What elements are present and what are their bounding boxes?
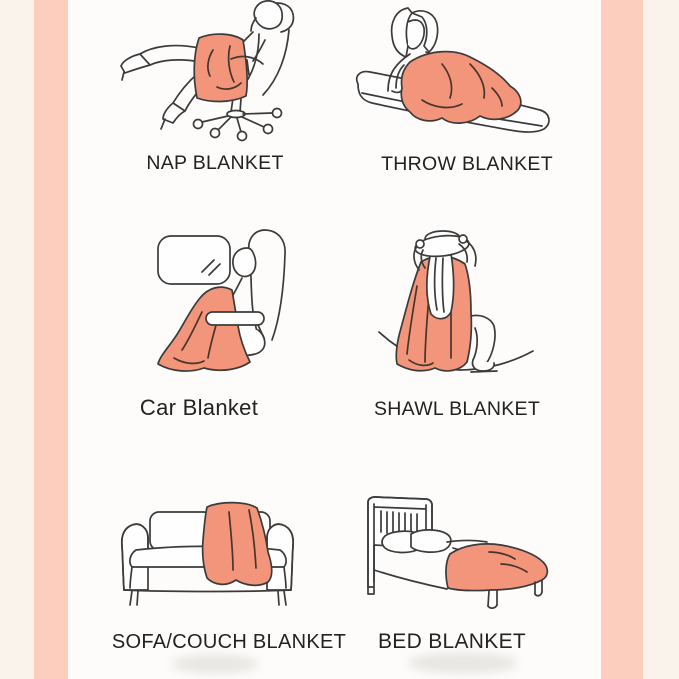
right-outer-border	[643, 0, 679, 679]
label-nap-blanket: NAP BLANKET	[146, 152, 284, 174]
car-blanket-illustration	[146, 226, 296, 378]
sofa-blanket-illustration	[110, 500, 305, 610]
blanket-shape	[194, 34, 247, 101]
blanket-shape	[158, 287, 250, 371]
bed-blanket-illustration	[353, 490, 558, 615]
shawl-blanket-illustration	[363, 224, 538, 376]
faint-smudge	[408, 653, 518, 673]
faint-smudge	[172, 655, 258, 673]
usecase-throw-blanket	[344, 2, 559, 147]
blanket-shape	[446, 544, 547, 591]
left-outer-border	[0, 0, 34, 679]
usecase-car-blanket	[146, 226, 296, 378]
usecase-bed-blanket	[353, 490, 558, 615]
blanket-shape	[401, 52, 521, 123]
left-pink-stripe	[34, 0, 68, 679]
label-sofa-couch-blanket: SOFA/COUCH BLANKET	[111, 631, 347, 653]
nap-blanket-illustration	[113, 0, 303, 148]
label-throw-blanket: THROW BLANKET	[381, 153, 553, 175]
label-bed-blanket: BED BLANKET	[377, 630, 526, 653]
usecase-nap-blanket	[113, 0, 303, 148]
car-window	[158, 236, 230, 284]
throw-blanket-illustration	[344, 2, 559, 147]
label-shawl-blanket: SHAWL BLANKET	[373, 398, 541, 420]
usecase-shawl-blanket	[363, 224, 538, 376]
usecase-sofa-blanket	[110, 500, 305, 610]
label-car-blanket: Car Blanket	[139, 395, 259, 420]
right-pink-stripe	[601, 0, 643, 679]
